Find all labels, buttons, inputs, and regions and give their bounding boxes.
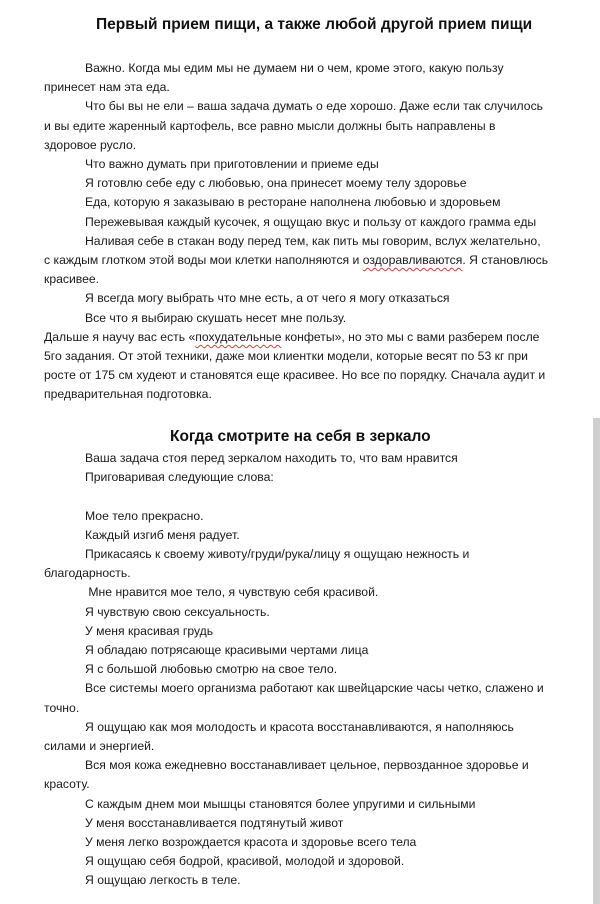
paragraph: Все что я выбираю скушать несет мне пользу. <box>85 310 347 325</box>
affirmation: Я с большой любовью смотрю на свое тело. <box>85 662 338 677</box>
paragraph: Что бы вы не ели – ваша задача думать о еде хорошо. Даже если так случилось и вы едите жаренный картофель, все равно мысли должны быть направлены в здоровое русло. <box>44 99 544 152</box>
paragraph: Я готовлю себе еду с любовью, она принесет моему телу здоровье <box>85 176 467 191</box>
affirmation: Каждый изгиб меня радует. <box>85 527 240 542</box>
paragraph: Еда, которую я заказываю в ресторане наполнена любовью и здоровьем <box>85 195 501 210</box>
affirmation: Мне нравится мое тело, я чувствую себя красивой. <box>85 585 379 600</box>
text-run: Наливая себе в стакан воду перед тем, как пить мы говорим, вслух желательно, с каждым глотком этой воды мои клетки наполняются и <box>44 233 541 268</box>
affirmation: У меня легко возрождается красота и здоровье всего тела <box>85 835 417 850</box>
affirmation: У меня восстанавливается подтянутый живот <box>85 815 344 830</box>
affirmation: Прикасаясь к своему животу/груди/рука/лицу я ощущаю нежность и благодарность. <box>44 547 470 581</box>
spellcheck-marked-word: оздоравливаются <box>362 253 463 268</box>
text-run: Дальше я научу вас есть « <box>44 329 196 344</box>
paragraph <box>44 232 550 290</box>
affirmation: Я чувствую свою сексуальность. <box>85 604 270 619</box>
paragraph: Ваша задача стоя перед зеркалом находить то, что вам нравится <box>85 451 458 465</box>
affirmation: Все системы моего организма работают как швейцарские часы четко, слажено и точно. <box>44 681 544 715</box>
affirmation: Я ощущаю легкость в теле. <box>85 873 241 888</box>
paragraph: Важно. Когда мы едим мы не думаем ни о чем, кроме этого, какую пользу принесет нам эта еда. <box>44 61 504 95</box>
blank-line <box>44 487 550 506</box>
affirmation: Мое тело прекрасно. <box>85 508 204 523</box>
vertical-scrollbar[interactable] <box>593 418 600 904</box>
section-title-mirror: Когда смотрите на себя в зеркало <box>170 428 431 445</box>
affirmation: У меня красивая грудь <box>85 623 214 638</box>
affirmation: Я ощущаю как моя молодость и красота восстанавливаются, я наполняюсь силами и энергией. <box>44 719 514 754</box>
section-title-first-meal: Первый прием пищи, а также любой другой прием пищи <box>96 16 533 33</box>
affirmation: Я ощущаю себя бодрой, красивой, молодой и здоровой. <box>85 854 405 869</box>
paragraph <box>44 328 550 405</box>
paragraph: Я всегда могу выбрать что мне есть, а от чего я могу отказаться <box>85 291 450 306</box>
affirmation: Я обладаю потрясающе красивыми чертами лица <box>85 643 369 658</box>
text-run: конфеты», но это мы с вами разберем после 5го задания. От этой техники, даже мои клиентки модели, которые весят по 53 кг при росте от 175 см худеют и становятся еще красивее. Но все по порядку. Сначала аудит и предварительная подготовка. <box>44 329 546 402</box>
text-run: . Я становлюсь красивее. <box>44 253 549 287</box>
spellcheck-marked-word: похудательные <box>195 329 282 344</box>
affirmation: С каждым днем мои мышцы становятся более упругими и сильными <box>85 796 476 811</box>
section-mirror-body <box>44 449 550 891</box>
paragraph: Пережевывая каждый кусочек, я ощущаю вкус и пользу от каждого грамма еды <box>85 214 537 229</box>
affirmation: Вся моя кожа ежедневно восстанавливает цельное, первозданное здоровье и красоту. <box>44 758 529 792</box>
section-first-meal-body <box>44 59 550 405</box>
paragraph: Приговаривая следующие слова: <box>85 470 274 485</box>
paragraph: Что важно думать при приготовлении и приеме еды <box>85 157 379 172</box>
